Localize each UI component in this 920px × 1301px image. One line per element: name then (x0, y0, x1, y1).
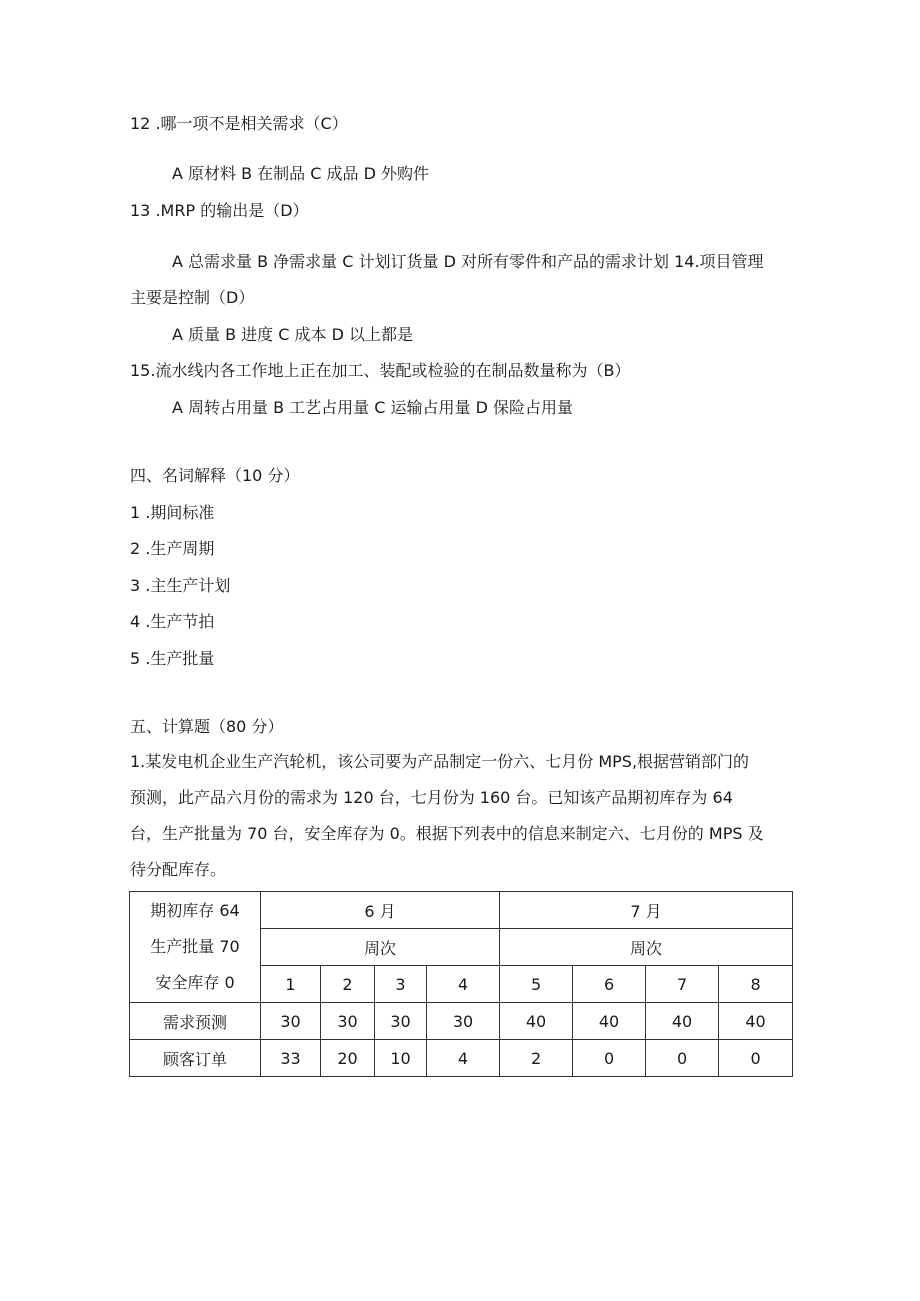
lot-size-label: 生产批量 70 (150, 937, 240, 956)
table-cell: 30 (427, 1003, 500, 1040)
q12-stem: 12 .哪一项不是相关需求（C） (130, 114, 348, 133)
initial-inventory-label: 期初库存 64 (150, 901, 240, 920)
section5-heading: 五、计算题（80 分） (130, 717, 284, 736)
stub-cell (130, 892, 261, 1003)
problem1-text (130, 744, 794, 888)
month-header-june: 6 月 (261, 892, 500, 929)
mps-table (129, 891, 793, 1077)
table-cell: 20 (321, 1040, 375, 1077)
problem1-line: 预测，此产品六月份的需求为 120 台，七月份为 160 台。已知该产品期初库存为 64 (130, 788, 733, 807)
week-number: 3 (375, 966, 427, 1003)
table-cell: 0 (646, 1040, 719, 1077)
table-cell: 40 (646, 1003, 719, 1040)
q14-stem-wrap: 主要是控制（D） (130, 288, 255, 307)
problem1-line: 待分配库存。 (130, 860, 227, 879)
week-number: 8 (719, 966, 793, 1003)
week-number: 5 (500, 966, 573, 1003)
week-number: 7 (646, 966, 719, 1003)
section4-heading: 四、名词解释（10 分） (130, 466, 300, 485)
month-header-july: 7 月 (500, 892, 793, 929)
term-item: 5 .生产批量 (130, 649, 215, 668)
q13-options-line: A 总需求量 B 净需求量 C 计划订货量 D 对所有零件和产品的需求计划 14.项目管理 (172, 252, 764, 271)
table-cell: 30 (261, 1003, 321, 1040)
row-label-forecast: 需求预测 (130, 1003, 261, 1040)
problem1-line: 1.某发电机企业生产汽轮机，该公司要为产品制定一份六、七月份 MPS,根据营销部门的 (130, 752, 750, 771)
table-cell: 40 (500, 1003, 573, 1040)
week-number: 4 (427, 966, 500, 1003)
term-item: 4 .生产节拍 (130, 612, 215, 631)
week-number: 2 (321, 966, 375, 1003)
problem1-line: 台，生产批量为 70 台，安全库存为 0。根据下列表中的信息来制定六、七月份的 MPS 及 (130, 824, 764, 843)
table-cell: 0 (573, 1040, 646, 1077)
q12-options: A 原材料 B 在制品 C 成品 D 外购件 (172, 164, 430, 183)
table-row (130, 1003, 793, 1040)
q14-options: A 质量 B 进度 C 成本 D 以上都是 (172, 325, 414, 344)
term-item: 2 .生产周期 (130, 539, 215, 558)
term-item: 1 .期间标准 (130, 503, 215, 522)
table-cell: 40 (573, 1003, 646, 1040)
safety-stock-label: 安全库存 0 (155, 973, 235, 992)
week-number: 1 (261, 966, 321, 1003)
q13-stem: 13 .MRP 的输出是（D） (130, 201, 309, 220)
table-cell: 2 (500, 1040, 573, 1077)
table-cell: 30 (321, 1003, 375, 1040)
week-label-june: 周次 (261, 929, 500, 966)
week-label-july: 周次 (500, 929, 793, 966)
table-cell: 4 (427, 1040, 500, 1077)
table-cell: 10 (375, 1040, 427, 1077)
row-label-orders: 顾客订单 (130, 1040, 261, 1077)
table-cell: 0 (719, 1040, 793, 1077)
week-number: 6 (573, 966, 646, 1003)
table-cell: 30 (375, 1003, 427, 1040)
table-cell: 40 (719, 1003, 793, 1040)
q15-options: A 周转占用量 B 工艺占用量 C 运输占用量 D 保险占用量 (172, 398, 574, 417)
q15-stem: 15.流水线内各工作地上正在加工、装配或检验的在制品数量称为（B） (130, 361, 631, 380)
table-row (130, 1040, 793, 1077)
term-item: 3 .主生产计划 (130, 576, 231, 595)
table-cell: 33 (261, 1040, 321, 1077)
